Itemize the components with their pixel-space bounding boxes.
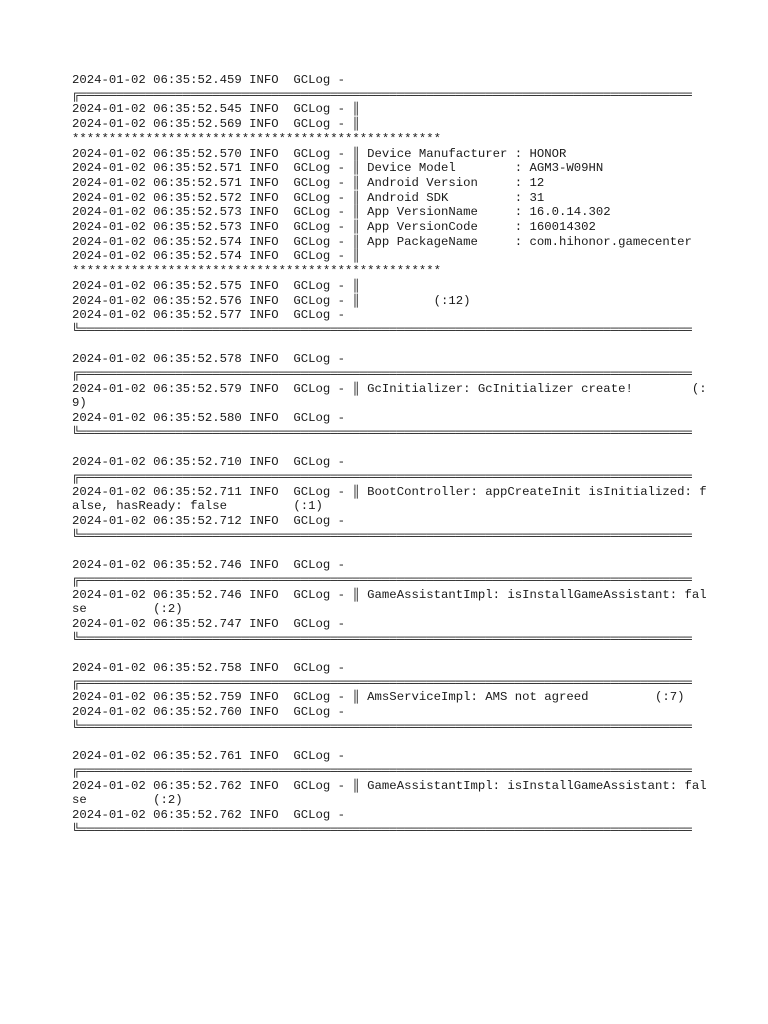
log-line: 2024-01-02 06:35:52.710 INFO GCLog - bbox=[72, 455, 353, 470]
log-line: 2024-01-02 06:35:52.572 INFO GCLog - ║ Android SDK : 31 bbox=[72, 190, 545, 205]
log-line: 2024-01-02 06:35:52.746 INFO GCLog - ║ GameAssistantImpl: isInstallGameAssistant: false (:2) bbox=[72, 587, 707, 617]
log-line: 2024-01-02 06:35:52.759 INFO GCLog - ║ AmsServiceImpl: AMS not agreed (:7) bbox=[72, 690, 685, 705]
box-bottom-border: ╚═══════════════════════════════════════════════════════════════════════════════════ bbox=[72, 528, 692, 543]
box-top-border: ╔═══════════════════════════════════════════════════════════════════════════════════ bbox=[72, 367, 692, 382]
box-top-border: ╔═══════════════════════════════════════════════════════════════════════════════════ bbox=[72, 469, 692, 484]
log-line: 2024-01-02 06:35:52.574 INFO GCLog - ║ bbox=[72, 249, 360, 264]
log-line: 2024-01-02 06:35:52.711 INFO GCLog - ║ BootController: appCreateInit isInitialized: false, hasReady: false (:1) bbox=[72, 484, 707, 514]
log-line: 2024-01-02 06:35:52.545 INFO GCLog - ║ bbox=[72, 102, 360, 117]
blank-line bbox=[72, 338, 712, 353]
log-line: 2024-01-02 06:35:52.758 INFO GCLog - bbox=[72, 661, 353, 676]
log-line: 2024-01-02 06:35:52.580 INFO GCLog - bbox=[72, 411, 353, 426]
log-line: 2024-01-02 06:35:52.575 INFO GCLog - ║ bbox=[72, 278, 360, 293]
log-line: 2024-01-02 06:35:52.760 INFO GCLog - bbox=[72, 705, 353, 720]
box-top-border: ╔═══════════════════════════════════════════════════════════════════════════════════ bbox=[72, 572, 692, 587]
log-line: 2024-01-02 06:35:52.570 INFO GCLog - ║ Device Manufacturer : HONOR bbox=[72, 146, 567, 161]
log-line: 2024-01-02 06:35:52.762 INFO GCLog - ║ GameAssistantImpl: isInstallGameAssistant: false (:2) bbox=[72, 778, 707, 808]
log-text bbox=[72, 73, 712, 837]
log-line: 2024-01-02 06:35:52.573 INFO GCLog - ║ App VersionName : 16.0.14.302 bbox=[72, 205, 611, 220]
log-line: 2024-01-02 06:35:52.573 INFO GCLog - ║ App VersionCode : 160014302 bbox=[72, 220, 596, 235]
log-line: 2024-01-02 06:35:52.746 INFO GCLog - bbox=[72, 558, 353, 573]
log-line: 2024-01-02 06:35:52.712 INFO GCLog - bbox=[72, 514, 353, 529]
box-bottom-border: ╚═══════════════════════════════════════════════════════════════════════════════════ bbox=[72, 822, 692, 837]
separator-line: ************************************************** bbox=[72, 131, 441, 146]
log-line: 2024-01-02 06:35:52.576 INFO GCLog - ║ (:12) bbox=[72, 293, 471, 308]
blank-line bbox=[72, 441, 712, 456]
box-bottom-border: ╚═══════════════════════════════════════════════════════════════════════════════════ bbox=[72, 322, 692, 337]
box-top-border: ╔═══════════════════════════════════════════════════════════════════════════════════ bbox=[72, 763, 692, 778]
blank-line bbox=[72, 735, 712, 750]
log-line: 2024-01-02 06:35:52.569 INFO GCLog - ║ bbox=[72, 117, 360, 132]
log-line: 2024-01-02 06:35:52.459 INFO GCLog - bbox=[72, 73, 353, 87]
log-line: 2024-01-02 06:35:52.579 INFO GCLog - ║ GcInitializer: GcInitializer create! (:9) bbox=[72, 381, 707, 411]
log-line: 2024-01-02 06:35:52.578 INFO GCLog - bbox=[72, 352, 353, 367]
log-line: 2024-01-02 06:35:52.761 INFO GCLog - bbox=[72, 749, 353, 764]
log-line: 2024-01-02 06:35:52.571 INFO GCLog - ║ Android Version : 12 bbox=[72, 175, 545, 190]
blank-line bbox=[72, 646, 712, 661]
log-line: 2024-01-02 06:35:52.762 INFO GCLog - bbox=[72, 808, 353, 823]
box-top-border: ╔═══════════════════════════════════════════════════════════════════════════════════ bbox=[72, 675, 692, 690]
blank-line bbox=[72, 543, 712, 558]
log-line: 2024-01-02 06:35:52.571 INFO GCLog - ║ Device Model : AGM3-W09HN bbox=[72, 161, 604, 176]
separator-line: ************************************************** bbox=[72, 264, 441, 279]
log-line: 2024-01-02 06:35:52.747 INFO GCLog - bbox=[72, 616, 353, 631]
box-bottom-border: ╚═══════════════════════════════════════════════════════════════════════════════════ bbox=[72, 719, 692, 734]
box-top-border: ╔═══════════════════════════════════════════════════════════════════════════════════ bbox=[72, 87, 692, 102]
box-bottom-border: ╚═══════════════════════════════════════════════════════════════════════════════════ bbox=[72, 425, 692, 440]
box-bottom-border: ╚═══════════════════════════════════════════════════════════════════════════════════ bbox=[72, 631, 692, 646]
log-line: 2024-01-02 06:35:52.574 INFO GCLog - ║ App PackageName : com.hihonor.gamecenter bbox=[72, 234, 692, 249]
log-line: 2024-01-02 06:35:52.577 INFO GCLog - bbox=[72, 308, 353, 323]
